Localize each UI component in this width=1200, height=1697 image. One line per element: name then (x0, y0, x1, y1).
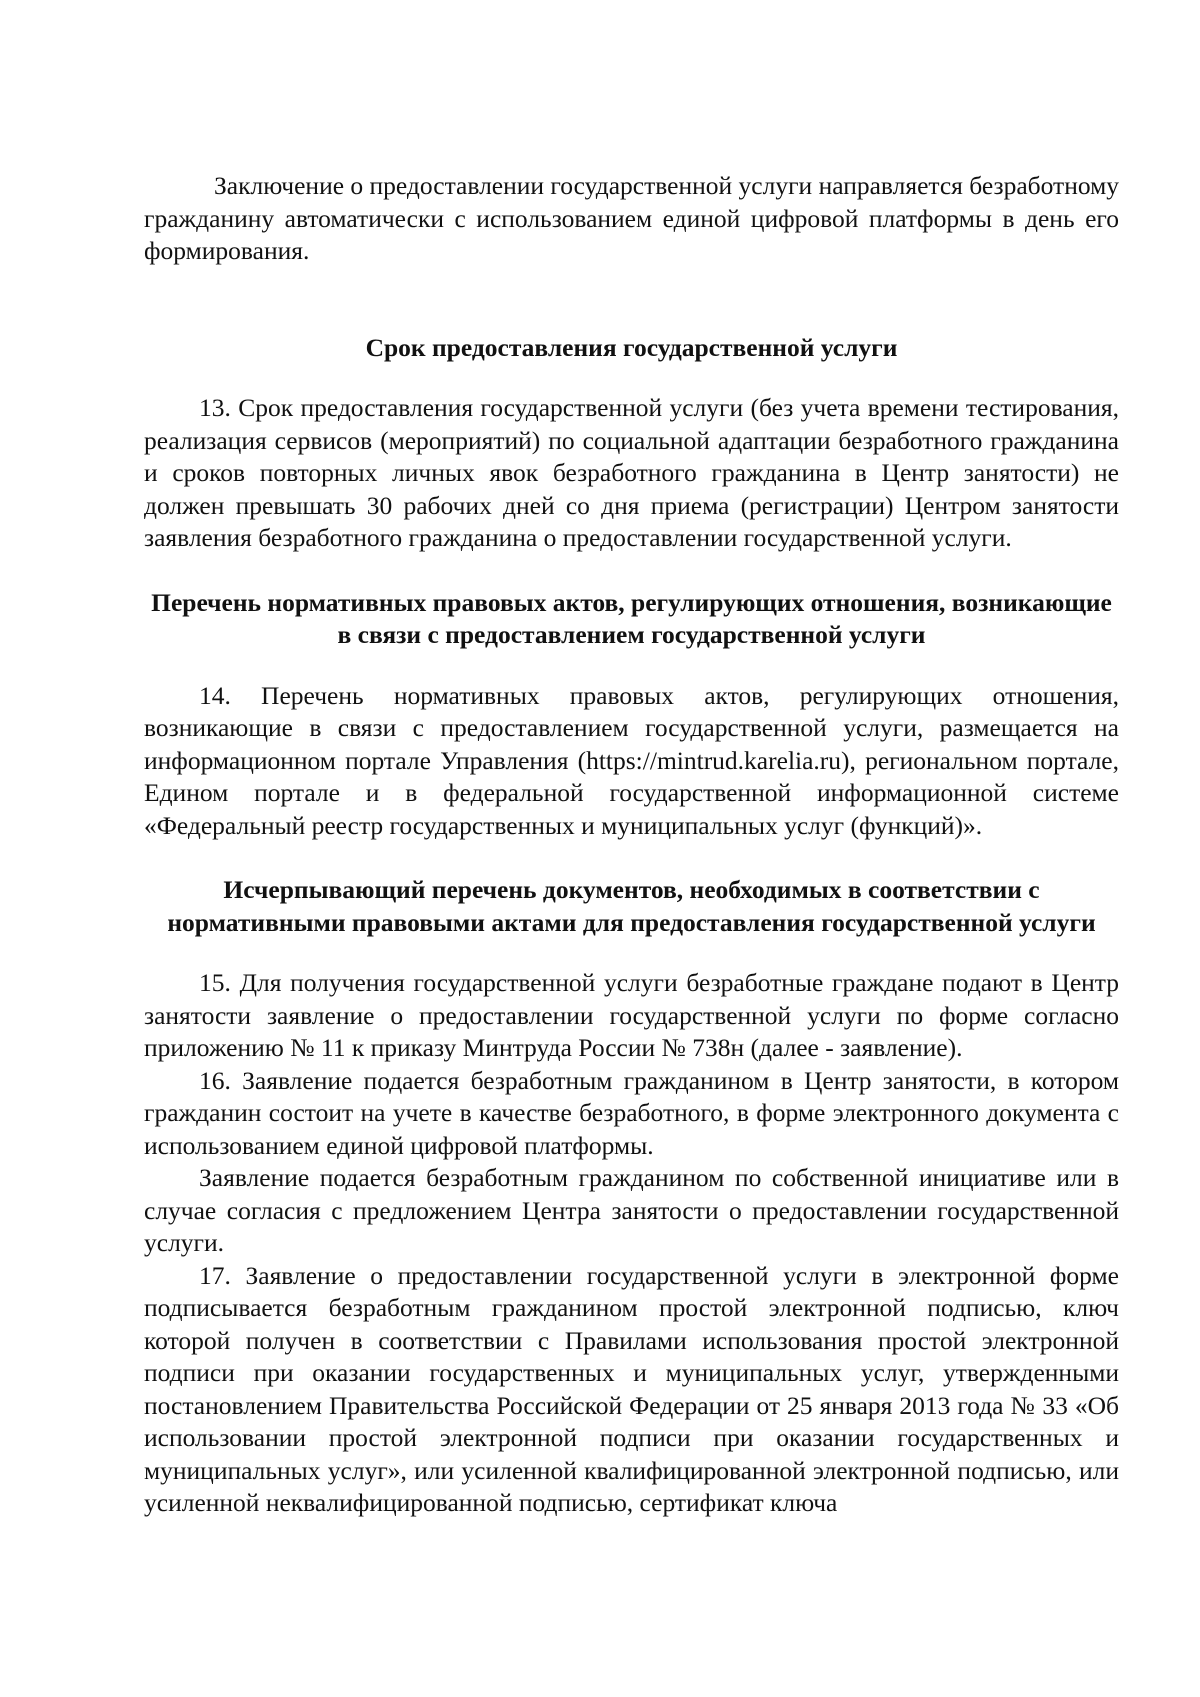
spacer (144, 939, 1119, 967)
spacer (144, 555, 1119, 587)
paragraph-16-continued: Заявление подается безработным гражданином по собственной инициативе или в случае согласия с предложением Центра занятости о предоставлении государственной услуги. (144, 1163, 1119, 1257)
spacer (144, 268, 1119, 332)
paragraph-14: 14. Перечень нормативных правовых актов, регулирующих отношения, возникающие в связи с предоставлением государственной услуги, размещается на информационном портале Управления (https://mintrud.karelia.ru), региональном портале, Едином портале и в федеральной государственной информационной системе «Федеральный реестр государственных и муниципальных услуг (функций)». (144, 680, 1119, 840)
section-heading-service-term: Срок предоставления государственной услуги (365, 332, 898, 362)
section-heading-documents-list: Исчерпывающий перечень документов, необходимых в соответствии с нормативными правовыми актами для предоставления государственной услуги (167, 875, 1096, 937)
document-page (144, 170, 1119, 1520)
conclusion-paragraph: Заключение о предоставлении государственной услуги направляется безработному гражданину автоматически с использованием единой цифровой платформы в день его формирования. (144, 171, 1120, 265)
spacer (144, 842, 1119, 874)
spacer (144, 364, 1119, 392)
paragraph-15: 15. Для получения государственной услуги безработные граждане подают в Центр занятости заявление о предоставлении государственной услуги по форме согласно приложению № 11 к приказу Минтруда России № 738н (далее - заявление). (144, 968, 1119, 1062)
paragraph-13: 13. Срок предоставления государственной услуги (без учета времени тестирования, реализация сервисов (мероприятий) по социальной адаптации безработного гражданина и сроков повторных личных явок безработного гражданина в Центр занятости) не должен превышать 30 рабочих дней со дня приема (регистрации) Центром занятости заявления безработного гражданина о предоставлении государственной услуги. (144, 393, 1119, 552)
section-heading-legal-acts: Перечень нормативных правовых актов, регулирующих отношения, возникающие в связи с предоставлением государственной услуги (151, 587, 1112, 649)
paragraph-16: 16. Заявление подается безработным гражданином в Центр занятости, в котором гражданин состоит на учете в качестве безработного, в форме электронного документа с использованием единой цифровой платформы. (144, 1065, 1119, 1160)
spacer (144, 652, 1119, 680)
paragraph-17: 17. Заявление о предоставлении государственной услуги в электронной форме подписывается безработным гражданином простой электронной подписью, ключ которой получен в соответствии с Правилами использования простой электронной подписи при оказании государственных и муниципальных услуг, утвержденными постановлением Правительства Российской Федерации от 25 января 2013 года № 33 «Об использовании простой электронной подписи при оказании государственных и муниципальных услуг», или усиленной квалифицированной электронной подписью, или усиленной неквалифицированной подписью, сертификат ключа (144, 1260, 1119, 1517)
